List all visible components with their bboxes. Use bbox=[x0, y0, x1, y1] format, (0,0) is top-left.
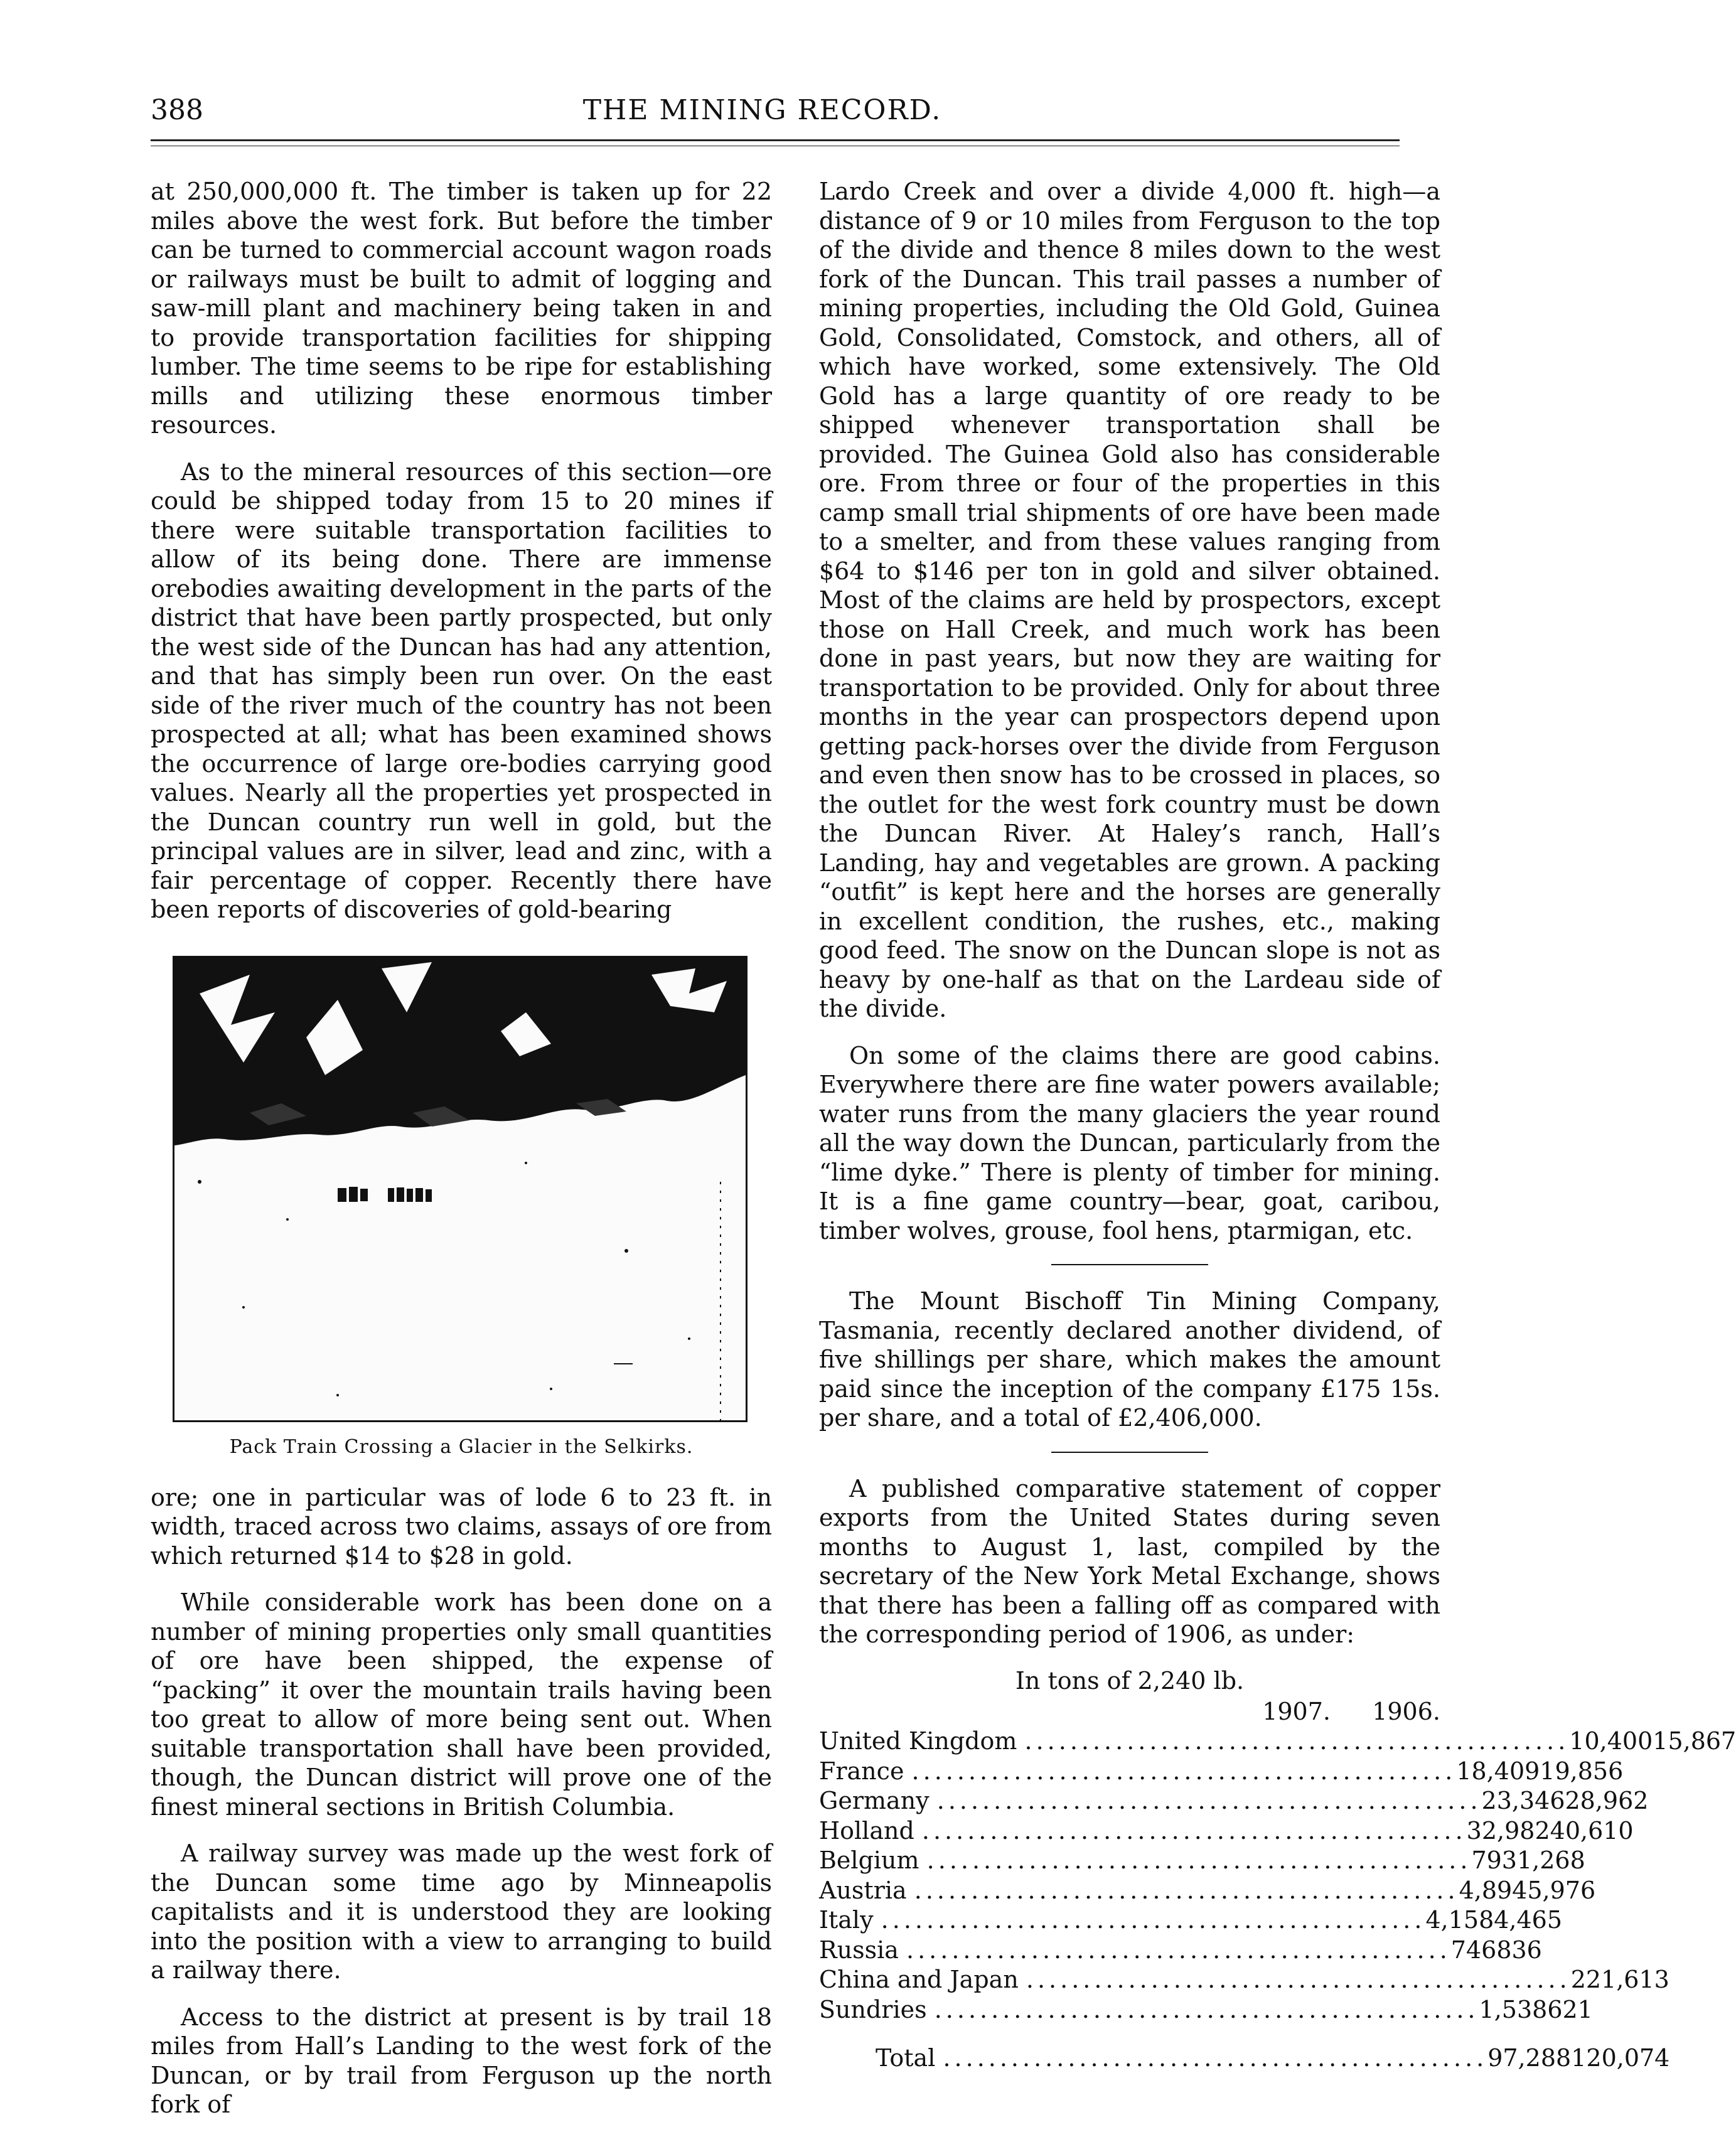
value-1906: 621 bbox=[1547, 1995, 1593, 2023]
right-column bbox=[819, 177, 1736, 2074]
section-divider bbox=[1051, 1452, 1208, 1453]
table-row: Holland ................................................ 32,982 40,610 bbox=[819, 1816, 1440, 1846]
value-1907: 22 bbox=[1570, 1966, 1602, 1993]
value-1906: 19,856 bbox=[1540, 1757, 1624, 1785]
table-row: Italy ................................................ 4,158 4,465 bbox=[819, 1905, 1440, 1936]
value-1906: 836 bbox=[1496, 1936, 1542, 1964]
column-header-1907: 1907. bbox=[1262, 1697, 1331, 1725]
country-name: France bbox=[819, 1757, 904, 1785]
column-header-1906: 1906. bbox=[1372, 1697, 1440, 1725]
total-label: Total bbox=[876, 2044, 936, 2072]
table-row: Belgium ................................................ 793 1,268 bbox=[819, 1846, 1440, 1876]
value-1906: 4,465 bbox=[1494, 1906, 1563, 1934]
paragraph: Access to the district at present is by trail 18 miles from Hall’s Landing to the west fork of the Duncan, or by trail from Ferguson up the north fork of bbox=[151, 2003, 772, 2118]
country-name: United Kingdom bbox=[819, 1727, 1017, 1755]
table-row: Germany ................................................ 23,346 28,962 bbox=[819, 1786, 1440, 1816]
table-row: United Kingdom ................................................ 10,400 15,867 bbox=[819, 1727, 1440, 1757]
paragraph: A published comparative statement of copper exports from the United States during seven months to August 1, last, compiled by the secretary of the New York Metal Exchange, shows that there has been a falling off as compared with the corresponding period of 1906, as under: bbox=[819, 1474, 1440, 1648]
value-1907: 793 bbox=[1471, 1846, 1517, 1874]
value-1906: 1,613 bbox=[1601, 1966, 1669, 1993]
glacier-photo bbox=[173, 956, 747, 1422]
country-name: Germany bbox=[819, 1787, 930, 1814]
paragraph: The Mount Bischoff Tin Mining Company, Tasmania, recently declared another dividend, of five shillings per share, which makes the amount paid since the inception of the company £175 15s. per share, and a total of £2,406,000. bbox=[819, 1287, 1440, 1432]
page-number: 388 bbox=[151, 94, 203, 126]
paragraph: As to the mineral resources of this section—ore could be shipped today from 15 to 20 mines if there were suitable transportation facilities to allow of its being done. There are immense orebodies awaiting development in the parts of the district that have been partly prospected, but only the west side of the Duncan has had any attention, and that has simply been run over. On the east side of the river much of the country has not been prospected at all; what has been examined shows the occurrence of large ore-bodies carrying good values. Nearly all the properties yet prospected in the Duncan country run well in gold, but the principal values are in silver, lead and zinc, with a fair percentage of copper. Recently there have been reports of discoveries of gold-bearing bbox=[151, 458, 772, 923]
table-unit: In tons of 2,240 lb. bbox=[1015, 1666, 1245, 1695]
country-name: Russia bbox=[819, 1936, 899, 1964]
value-1907: 23,346 bbox=[1481, 1787, 1565, 1814]
value-1906: 28,962 bbox=[1565, 1787, 1649, 1814]
value-1907: 4,158 bbox=[1425, 1906, 1494, 1934]
running-title: THE MINING RECORD. bbox=[582, 94, 942, 126]
figure bbox=[151, 956, 772, 1458]
table-row: Russia ................................................ 746 836 bbox=[819, 1936, 1440, 1966]
country-name: Belgium bbox=[819, 1846, 919, 1874]
header-rule bbox=[151, 139, 1400, 141]
country-name: Italy bbox=[819, 1906, 874, 1934]
table-row: China and Japan ................................................ 22 1,613 bbox=[819, 1965, 1440, 1995]
value-1907: 4,894 bbox=[1459, 1876, 1528, 1904]
value-1907: 746 bbox=[1450, 1936, 1497, 1964]
table-row: France ................................................ 18,409 19,856 bbox=[819, 1757, 1440, 1787]
value-1907: 18,409 bbox=[1456, 1757, 1540, 1785]
copper-exports-table bbox=[819, 1666, 1736, 2074]
country-name: Sundries bbox=[819, 1995, 927, 2023]
value-1907: 32,982 bbox=[1466, 1816, 1550, 1845]
value-1907: 1,538 bbox=[1479, 1995, 1548, 2023]
value-1907: 10,400 bbox=[1569, 1727, 1653, 1755]
country-name: China and Japan bbox=[819, 1966, 1019, 1993]
value-1906: 5,976 bbox=[1527, 1876, 1596, 1904]
value-1906: 1,268 bbox=[1516, 1846, 1585, 1874]
paragraph: ore; one in particular was of lode 6 to 23 ft. in width, traced across two claims, assays of ore from which returned $14 to $28 in gold. bbox=[151, 1483, 772, 1570]
table-header bbox=[819, 1697, 1440, 1727]
paragraph: Lardo Creek and over a divide 4,000 ft. high—a distance of 9 or 10 miles from Ferguson to the top of the divide and thence 8 miles down to the west fork of the Duncan. This trail passes a number of mining properties, including the Old Gold, Guinea Gold, Consolidated, Comstock, and others, all of which have worked, some extensively. The Old Gold has a large quantity of ore ready to be shipped whenever transportation shall be provided. The Guinea Gold also has considerable ore. From three or four of the properties in this camp small trial shipments of ore have been made to a smelter, and from these values ranging from $64 to $146 per ton in gold and silver obtained. Most of the claims are held by prospectors, except those on Hall Creek, and much work has been done in past years, but now they are waiting for transportation to be provided. Only for about three months in the year can prospectors depend upon getting pack-horses over the divide from Ferguson and even then snow has to be crossed in places, so the outlet for the west fork country must be down the Duncan River. At Haley’s ranch, Hall’s Landing, hay and vegetables are grown. A packing “outfit” is kept here and the horses are generally in excellent condition, the rushes, etc., making good feed. The snow on the Duncan slope is not as heavy by one-half as that on the Lardeau side of the divide. bbox=[819, 178, 1440, 1022]
section-divider bbox=[1051, 1264, 1208, 1265]
value-1906: 15,867 bbox=[1653, 1727, 1736, 1755]
table-row: Austria ................................................ 4,894 5,976 bbox=[819, 1876, 1440, 1906]
total-1907: 97,288 bbox=[1487, 2044, 1572, 2072]
value-1906: 40,610 bbox=[1550, 1816, 1634, 1845]
table-row: Sundries ................................................ 1,538 621 bbox=[819, 1995, 1440, 2025]
paragraph: While considerable work has been done on a number of mining properties only small quantities of ore have been shipped, the expense of “packing” it over the mountain trails having been too great to allow of more being sent out. When suitable transportation shall have been provided, though, the Duncan district will prove one of the finest mineral sections in British Columbia. bbox=[151, 1588, 772, 1821]
paragraph: at 250,000,000 ft. The timber is taken up for 22 miles above the west fork. But before the timber can be turned to commercial account wagon roads or railways must be built to admit of logging and saw-mill plant and machinery being taken in and to provide transportation facilities for shipping lumber. The time seems to be ripe for establishing mills and utilizing these enormous timber resources. bbox=[151, 178, 772, 439]
table-total-row: Total ................................................ 97,288 120,074 bbox=[819, 2043, 1440, 2074]
total-1906: 120,074 bbox=[1571, 2044, 1670, 2072]
left-column bbox=[151, 177, 772, 2137]
country-name: Austria bbox=[819, 1876, 907, 1904]
table-body bbox=[819, 1727, 1736, 2025]
paragraph: On some of the claims there are good cabins. Everywhere there are fine water powers available; water runs from the many glaciers the year round all the way down the Duncan, particularly from the “lime dyke.” There is plenty of timber for mining. It is a fine game country—bear, goat, caribou, timber wolves, grouse, fool hens, ptarmigan, etc. bbox=[819, 1041, 1440, 1245]
figure-caption: Pack Train Crossing a Glacier in the Selkirks. bbox=[229, 1435, 694, 1458]
page-header bbox=[0, 94, 1524, 144]
paragraph: A railway survey was made up the west fork of the Duncan some time ago by Minneapolis capitalists and it is understood they are looking into the position with a view to arranging to build a railway there. bbox=[151, 1840, 772, 1984]
country-name: Holland bbox=[819, 1816, 914, 1845]
